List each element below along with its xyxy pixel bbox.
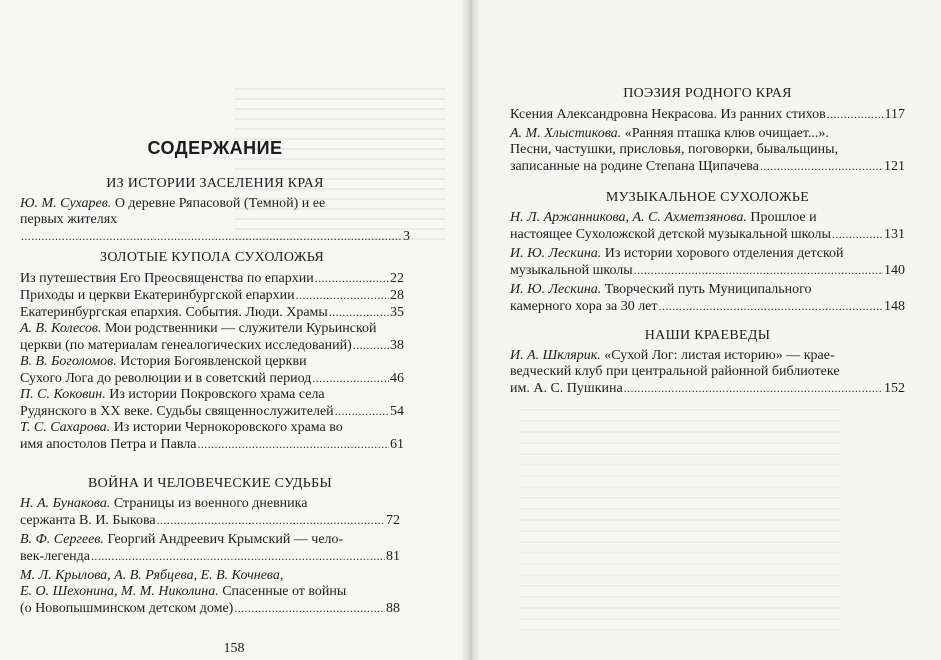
toc-entry[interactable] bbox=[510, 106, 905, 123]
entry-author: П. С. Коковин. bbox=[20, 387, 106, 402]
entry-text: записанные на родине Степана Щипачева bbox=[510, 159, 759, 174]
toc-entry[interactable] bbox=[20, 568, 400, 617]
toc-entry[interactable] bbox=[510, 282, 905, 315]
entry-text: им. А. С. Пушкина bbox=[510, 381, 623, 396]
entry-text: История Богоявленской церкви bbox=[120, 354, 307, 369]
entry-author: И. А. Шклярик. bbox=[510, 348, 601, 363]
toc-entry[interactable] bbox=[510, 348, 905, 397]
toc-entry[interactable] bbox=[510, 126, 905, 175]
section-heading: ИЗ ИСТОРИИ ЗАСЕЛЕНИЯ КРАЯ bbox=[106, 176, 324, 191]
toc-entry[interactable] bbox=[20, 532, 400, 565]
entry-text: Прошлое и bbox=[750, 210, 817, 225]
section-heading: ПОЭЗИЯ РОДНОГО КРАЯ bbox=[623, 86, 792, 101]
toc-entry[interactable] bbox=[20, 387, 404, 420]
section-local-historians bbox=[510, 328, 905, 397]
entry-text: Сухого Лога до революции и в советский период bbox=[20, 371, 312, 386]
toc-entry[interactable] bbox=[510, 246, 905, 279]
entry-text: церкви (по материалам генеалогических исследований) bbox=[20, 338, 352, 353]
section-golden-domes bbox=[20, 250, 404, 453]
entry-page: 88 bbox=[386, 601, 400, 616]
toc-entry[interactable] bbox=[20, 321, 404, 354]
entry-author: Н. Л. Аржанникова, А. С. Ахметзянова. bbox=[510, 210, 747, 225]
toc-entry[interactable] bbox=[20, 496, 400, 529]
entry-page: 81 bbox=[386, 549, 400, 564]
entry-text: настоящее Сухоложской детской музыкальной школы bbox=[510, 227, 831, 242]
toc-entry[interactable] bbox=[20, 304, 404, 321]
entry-text: Из истории Чернокоровского храма во bbox=[113, 420, 343, 435]
entry-page: 46 bbox=[390, 371, 404, 386]
entry-author: Н. А. Бунакова. bbox=[20, 496, 111, 511]
toc-entry[interactable] bbox=[510, 210, 905, 243]
entry-author: Ю. М. Сухарев. bbox=[20, 196, 112, 211]
entry-text: Творческий путь Муниципального bbox=[604, 282, 812, 297]
entry-author: А. М. Хлыстикова. bbox=[510, 126, 622, 141]
entry-page: 28 bbox=[390, 288, 404, 303]
entry-text: камерного хора за 30 лет bbox=[510, 299, 658, 314]
section-settlement bbox=[20, 176, 410, 245]
section-heading: МУЗЫКАЛЬНОЕ СУХОЛОЖЬЕ bbox=[605, 190, 810, 205]
entry-text: Из истории хорового отделения детской bbox=[604, 246, 844, 261]
entry-page: 121 bbox=[884, 159, 905, 174]
entry-text: имя апостолов Петра и Павла bbox=[20, 437, 197, 452]
section-poetry bbox=[510, 86, 905, 175]
entry-page: 54 bbox=[390, 404, 404, 419]
entry-page: 3 bbox=[403, 229, 410, 244]
toc-entry[interactable] bbox=[20, 270, 404, 287]
entry-page: 72 bbox=[386, 513, 400, 528]
entry-text: «Сухой Лог: листая историю» — крае- bbox=[604, 348, 835, 363]
toc-entry[interactable] bbox=[20, 420, 404, 453]
toc-entry[interactable] bbox=[20, 196, 410, 245]
entry-page: 148 bbox=[884, 299, 905, 314]
entry-text: Приходы и церкви Екатеринбургской епархии bbox=[20, 288, 295, 303]
show-through-right bbox=[520, 400, 840, 630]
entry-page: 22 bbox=[390, 271, 404, 286]
entry-text: Спасенные от войны bbox=[222, 584, 347, 599]
entry-text: сержанта В. И. Быкова bbox=[20, 513, 156, 528]
entry-author: В. Ф. Сергеев. bbox=[20, 532, 104, 547]
entry-page: 117 bbox=[884, 107, 905, 122]
entry-text: ведческий клуб при центральной районной библиотеке bbox=[510, 364, 840, 379]
entry-page: 38 bbox=[390, 338, 404, 353]
section-war bbox=[20, 476, 400, 617]
book-gutter bbox=[462, 0, 480, 660]
entry-text: Георгий Андреевич Крымский — чело- bbox=[107, 532, 344, 547]
entry-author: В. В. Боголомов. bbox=[20, 354, 117, 369]
entry-author: М. Л. Крылова, А. В. Рябцева, Е. В. Кочнева, bbox=[20, 568, 284, 583]
entry-page: 61 bbox=[390, 437, 404, 452]
section-heading: ВОЙНА И ЧЕЛОВЕЧЕСКИЕ СУДЬБЫ bbox=[88, 476, 332, 491]
entry-author: И. Ю. Лескина. bbox=[510, 246, 602, 261]
entry-page: 140 bbox=[884, 263, 905, 278]
entry-author: Е. О. Шехонина, М. М. Николина. bbox=[20, 584, 219, 599]
entry-text: Екатеринбургская епархия. События. Люди. Храмы bbox=[20, 305, 328, 320]
entry-page: 35 bbox=[390, 305, 404, 320]
entry-text: Рудянского в XX веке. Судьбы священнослужителей bbox=[20, 404, 334, 419]
page-number: 158 bbox=[223, 641, 245, 656]
entry-text: Мои родственники — служители Курьинской bbox=[104, 321, 377, 336]
entry-text: (о Новопышминском детском доме) bbox=[20, 601, 234, 616]
entry-text: Из путешествия Его Преосвященства по епархии bbox=[20, 271, 314, 286]
entry-author: А. В. Колесов. bbox=[20, 321, 102, 336]
entry-text: век-легенда bbox=[20, 549, 91, 564]
toc-entry[interactable] bbox=[20, 354, 404, 387]
entry-text: «Ранняя пташка клюв очищает...». bbox=[624, 126, 829, 141]
entry-text: музыкальной школы bbox=[510, 263, 633, 278]
section-heading: НАШИ КРАЕВЕДЫ bbox=[644, 328, 771, 343]
entry-author: И. Ю. Лескина. bbox=[510, 282, 602, 297]
toc-title: СОДЕРЖАНИЕ bbox=[147, 138, 283, 158]
entry-text: Песни, частушки, присловья, поговорки, бывальщины, bbox=[510, 142, 838, 157]
section-music bbox=[510, 190, 905, 315]
entry-text: Из истории Покровского храма села bbox=[109, 387, 325, 402]
section-heading: ЗОЛОТЫЕ КУПОЛА СУХОЛОЖЬЯ bbox=[100, 250, 324, 265]
entry-text: Ксения Александровна Некрасова. Из ранних стихов bbox=[510, 107, 826, 122]
entry-page: 131 bbox=[884, 227, 905, 242]
entry-page: 152 bbox=[884, 381, 905, 396]
entry-text: О деревне Ряпасовой (Темной) и ее bbox=[114, 196, 326, 211]
entry-text: первых жителях bbox=[20, 212, 118, 227]
entry-text: Страницы из военного дневника bbox=[113, 496, 308, 511]
toc-entry[interactable] bbox=[20, 287, 404, 304]
entry-author: Т. С. Сахарова. bbox=[20, 420, 111, 435]
